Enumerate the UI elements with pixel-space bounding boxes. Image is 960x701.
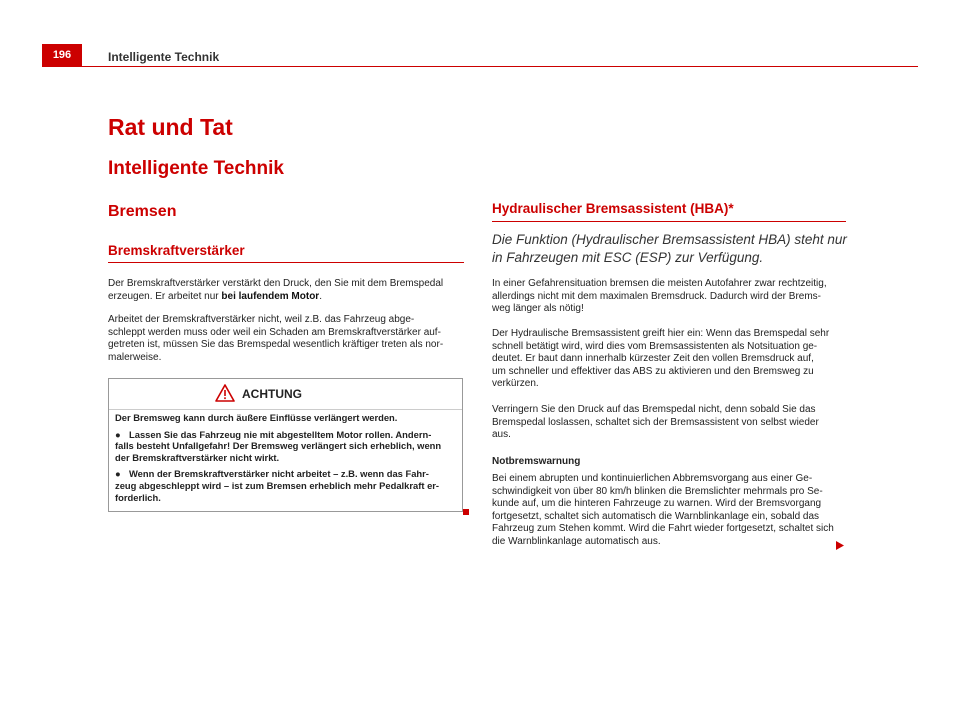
text-line: . xyxy=(319,290,322,302)
text-line: die Warnblinkanlage automatisch aus. xyxy=(492,535,661,547)
text-line: In einer Gefahrensituation bremsen die meisten Autofahrer zwar rechtzeitig, xyxy=(492,278,827,289)
right-paragraph-1 xyxy=(492,278,852,316)
right-paragraph-2 xyxy=(492,328,852,391)
text-line: Wenn der Bremskraftverstärker nicht arbeitet – z.B. wenn das Fahr- xyxy=(129,468,429,480)
hba-heading: Hydraulischer Bremsassistent (HBA)* xyxy=(492,201,846,222)
text-line: schnell betätigt wird, wird dies vom Bremsassistenten als Notsituation ge- xyxy=(492,340,818,352)
text-line: Arbeitet der Bremskraftverstärker nicht, weil z.B. das Fahrzeug abge- xyxy=(108,314,415,325)
chapter-title: Rat und Tat xyxy=(108,114,233,140)
text-line: fortgesetzt, schaltet sich automatisch die Warnblinkanlage ein, sobald das xyxy=(492,510,820,522)
continue-arrow-icon xyxy=(836,541,844,550)
text-line: Der Hydraulische Bremsassistent greift hier ein: Wenn das Bremspedal sehr xyxy=(492,328,830,339)
text-line: forderlich. xyxy=(115,491,161,503)
warning-box xyxy=(108,378,463,512)
section-title: Intelligente Technik xyxy=(108,158,284,179)
text-line: zeug abgeschleppt wird – ist zum Bremsen erheblich mehr Pedalkraft er- xyxy=(115,479,440,491)
text-line: in Fahrzeugen mit ESC (ESP) zur Verfügung. xyxy=(492,250,764,265)
text-line: verkürzen. xyxy=(492,378,539,389)
text-line: Bei einem abrupten und kontinuierlichen Abbremsvorgang aus einer Ge- xyxy=(492,473,813,484)
text-line: schleppt werden muss oder weil ein Schaden am Bremskraftverstärker auf- xyxy=(108,326,441,338)
warning-bullet-2 xyxy=(115,468,460,503)
warning-bullet-1 xyxy=(115,429,460,464)
text-line: Fahrzeug zum Stehen kommt. Wird die Fahrt wieder fortgesetzt, schaltet sich xyxy=(492,523,834,534)
section-end-marker xyxy=(463,509,469,515)
text-line: schwindigkeit von über 80 km/h blinken die Bremslichter mehrmals pro Se- xyxy=(492,485,823,497)
warning-title: ACHTUNG xyxy=(242,387,302,401)
text-line: Lassen Sie das Fahrzeug nie mit abgestelltem Motor rollen. Andern- xyxy=(129,428,432,440)
subsection-title: Bremsen xyxy=(108,203,177,220)
warning-lead: Der Bremsweg kann durch äußere Einflüsse verlängert werden. xyxy=(115,412,398,423)
text-line: der Bremskraftverstärker nicht wirkt. xyxy=(115,451,280,463)
emphasis-text: bei laufendem Motor xyxy=(221,290,320,302)
bullet-icon: ● xyxy=(115,468,121,480)
text-line: getreten ist, müssen Sie das Bremspedal wesentlich kräftiger treten als nor- xyxy=(108,339,444,350)
text-line: Die Funktion (Hydraulischer Bremsassistent HBA) steht nur xyxy=(492,232,847,247)
text-line: weg länger als nötig! xyxy=(492,303,584,314)
text-line: erzeugen. Er arbeitet nur xyxy=(108,290,222,302)
text-line: kunde auf, um die hinteren Fahrzeuge zu warnen. Wird der Bremsvorgang xyxy=(492,498,822,509)
notbremswarnung-heading: Notbremswarnung xyxy=(492,456,581,467)
running-title: Intelligente Technik xyxy=(108,50,220,64)
text-line: Verringern Sie den Druck auf das Bremspedal nicht, denn sobald Sie das xyxy=(492,404,816,415)
hba-intro xyxy=(492,231,847,267)
text-line: deutet. Er baut dann innerhalb kürzester Zeit den vollen Bremsdruck auf, xyxy=(492,353,814,364)
left-paragraph-2 xyxy=(108,314,468,364)
text-line: falls besteht Unfallgefahr! Der Bremsweg verlängert sich erheblich, wenn xyxy=(115,440,442,452)
bremskraftverstaerker-heading: Bremskraftverstärker xyxy=(108,243,464,263)
header-divider xyxy=(42,66,918,67)
bullet-icon: ● xyxy=(115,428,121,440)
text-line: um schneller und effektiver das ABS zu aktivieren und den Bremsweg zu xyxy=(492,365,814,377)
warning-header xyxy=(109,379,462,410)
warning-triangle-icon xyxy=(215,384,235,402)
page-number: 196 xyxy=(52,49,72,61)
text-line: allerdings nicht mit dem maximalen Bremsdruck. Dadurch wird der Brems- xyxy=(492,290,821,302)
warning-body xyxy=(115,412,460,508)
right-paragraph-4 xyxy=(492,473,852,548)
text-line: aus. xyxy=(492,429,511,440)
text-line: malerweise. xyxy=(108,351,162,363)
right-paragraph-3 xyxy=(492,404,852,442)
left-paragraph-1 xyxy=(108,278,468,303)
text-line: Der Bremskraftverstärker verstärkt den Druck, den Sie mit dem Bremspedal xyxy=(108,278,444,289)
text-line: Bremspedal loslassen, schaltet sich der Bremsassistent von selbst wieder xyxy=(492,416,819,428)
